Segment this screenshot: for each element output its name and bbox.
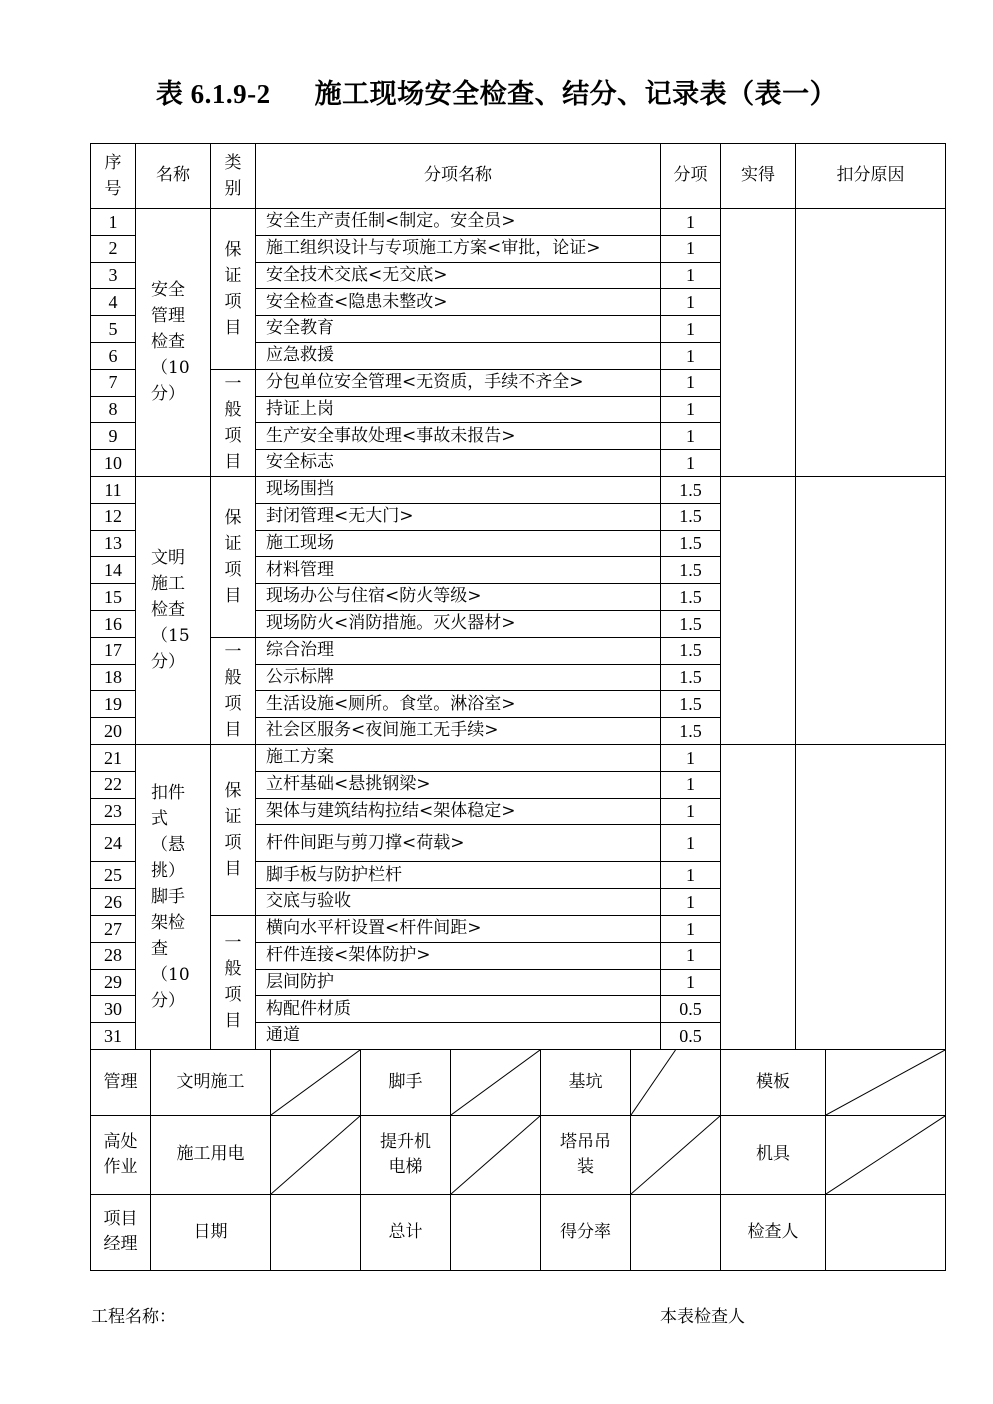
row-number: 23 — [91, 798, 136, 825]
row-number: 1 — [91, 209, 136, 236]
row-number: 17 — [91, 637, 136, 664]
row-number: 20 — [91, 718, 136, 745]
item-score: 1 — [661, 423, 721, 450]
diagonal-slash-icon — [271, 1050, 360, 1115]
diagonal-slash-icon — [271, 1116, 360, 1194]
summary-label: 总计 — [361, 1194, 451, 1270]
item-score: 1.5 — [661, 503, 721, 530]
item-name: 施工现场 — [256, 530, 661, 557]
table-row — [91, 209, 946, 236]
item-name: 综合治理 — [256, 637, 661, 664]
summary-score-cell[interactable] — [826, 1049, 946, 1115]
summary-label: 项目经理 — [91, 1194, 151, 1270]
row-number: 26 — [91, 889, 136, 916]
row-number: 25 — [91, 862, 136, 889]
item-score: 1.5 — [661, 637, 721, 664]
item-name: 施工组织设计与专项施工方案<审批，论证> — [256, 235, 661, 262]
row-number: 15 — [91, 584, 136, 611]
actual-score-cell[interactable] — [721, 209, 796, 477]
item-name: 横向水平杆设置<杆件间距> — [256, 915, 661, 942]
item-name: 安全生产责任制<制定。安全员> — [256, 209, 661, 236]
item-score: 1.5 — [661, 557, 721, 584]
summary-score-cell[interactable] — [631, 1115, 721, 1194]
table-title: 施工现场安全检查、结分、记录表（表一） — [314, 79, 838, 110]
item-score: 0.5 — [661, 996, 721, 1023]
summary-score-cell[interactable] — [451, 1049, 541, 1115]
row-number: 8 — [91, 396, 136, 423]
item-score: 1.5 — [661, 691, 721, 718]
table-row — [91, 744, 946, 771]
item-name: 安全标志 — [256, 450, 661, 477]
category-label: 一般项目 — [211, 915, 256, 1049]
item-name: 公示标牌 — [256, 664, 661, 691]
summary-label: 得分率 — [541, 1194, 631, 1270]
row-number: 31 — [91, 1023, 136, 1050]
header-seq: 序号 — [91, 144, 136, 209]
summary-label: 塔吊吊装 — [541, 1115, 631, 1194]
actual-score-cell[interactable] — [721, 476, 796, 744]
summary-label: 高处作业 — [91, 1115, 151, 1194]
row-number: 9 — [91, 423, 136, 450]
inspection-table — [90, 143, 946, 1050]
deduction-reason-cell[interactable] — [796, 476, 946, 744]
row-number: 19 — [91, 691, 136, 718]
header-row — [91, 144, 946, 209]
summary-label: 基坑 — [541, 1049, 631, 1115]
item-score: 1 — [661, 889, 721, 916]
header-category: 类别 — [211, 144, 256, 209]
item-name: 架体与建筑结构拉结<架体稳定> — [256, 798, 661, 825]
section-name: 安全管理检查（10分） — [136, 209, 211, 477]
item-score: 1 — [661, 969, 721, 996]
summary-value-cell[interactable] — [631, 1194, 721, 1270]
summary-label: 机具 — [721, 1115, 826, 1194]
item-score: 1 — [661, 798, 721, 825]
item-name: 社会区服务<夜间施工无手续> — [256, 718, 661, 745]
item-score: 1 — [661, 450, 721, 477]
item-name: 杆件间距与剪刀撑<荷载> — [256, 825, 661, 862]
summary-value-cell[interactable] — [271, 1194, 361, 1270]
item-name: 安全教育 — [256, 316, 661, 343]
item-name: 分包单位安全管理<无资质，手续不齐全> — [256, 369, 661, 396]
diagonal-slash-icon — [826, 1116, 945, 1194]
row-number: 29 — [91, 969, 136, 996]
item-score: 1.5 — [661, 584, 721, 611]
item-score: 1.5 — [661, 664, 721, 691]
category-label: 保证项目 — [211, 476, 256, 637]
summary-score-cell[interactable] — [631, 1049, 721, 1115]
header-actual: 实得 — [721, 144, 796, 209]
summary-label: 日期 — [151, 1194, 271, 1270]
row-number: 28 — [91, 942, 136, 969]
row-number: 16 — [91, 610, 136, 637]
item-name: 施工方案 — [256, 744, 661, 771]
inspection-sheet — [90, 143, 945, 1271]
diagonal-slash-icon — [451, 1116, 540, 1194]
item-score: 1 — [661, 316, 721, 343]
item-score: 1 — [661, 289, 721, 316]
item-name: 现场围挡 — [256, 476, 661, 503]
summary-row — [91, 1115, 946, 1194]
summary-label: 模板 — [721, 1049, 826, 1115]
diagonal-slash-icon — [826, 1050, 945, 1115]
summary-value-cell[interactable] — [826, 1194, 946, 1270]
item-name: 交底与验收 — [256, 889, 661, 916]
summary-score-cell[interactable] — [271, 1115, 361, 1194]
summary-label: 施工用电 — [151, 1115, 271, 1194]
item-name: 封闭管理<无大门> — [256, 503, 661, 530]
diagonal-slash-icon — [631, 1050, 720, 1115]
diagonal-slash-icon — [631, 1116, 720, 1194]
item-name: 安全技术交底<无交底> — [256, 262, 661, 289]
table-row — [91, 476, 946, 503]
category-label: 保证项目 — [211, 209, 256, 370]
section-name: 文明施工检查（15分） — [136, 476, 211, 744]
row-number: 13 — [91, 530, 136, 557]
project-name-label: 工程名称： — [91, 1307, 176, 1327]
category-label: 一般项目 — [211, 369, 256, 476]
item-score: 1 — [661, 825, 721, 862]
summary-score-cell[interactable] — [451, 1115, 541, 1194]
item-name: 脚手板与防护栏杆 — [256, 862, 661, 889]
item-score: 1 — [661, 862, 721, 889]
row-number: 22 — [91, 771, 136, 798]
row-number: 24 — [91, 825, 136, 862]
item-score: 1 — [661, 396, 721, 423]
item-score: 1 — [661, 369, 721, 396]
summary-label: 脚手 — [361, 1049, 451, 1115]
item-name: 通道 — [256, 1023, 661, 1050]
header-name: 名称 — [136, 144, 211, 209]
row-number: 11 — [91, 476, 136, 503]
item-name: 立杆基础<悬挑钢梁> — [256, 771, 661, 798]
item-score: 1 — [661, 342, 721, 369]
row-number: 10 — [91, 450, 136, 477]
item-score: 1 — [661, 942, 721, 969]
row-number: 3 — [91, 262, 136, 289]
summary-score-cell[interactable] — [826, 1115, 946, 1194]
category-label: 保证项目 — [211, 744, 256, 915]
item-name: 构配件材质 — [256, 996, 661, 1023]
item-score: 1 — [661, 771, 721, 798]
summary-label: 文明施工 — [151, 1049, 271, 1115]
item-score: 1 — [661, 744, 721, 771]
item-score: 1.5 — [661, 530, 721, 557]
section-name: 扣件式（悬挑）脚手架检查（10分） — [136, 744, 211, 1049]
row-number: 5 — [91, 316, 136, 343]
summary-row — [91, 1049, 946, 1115]
row-number: 27 — [91, 915, 136, 942]
summary-label: 检查人 — [721, 1194, 826, 1270]
row-number: 18 — [91, 664, 136, 691]
category-label: 一般项目 — [211, 637, 256, 744]
item-name: 杆件连接<架体防护> — [256, 942, 661, 969]
item-name: 生产安全事故处理<事故未报告> — [256, 423, 661, 450]
header-item-score: 分项 — [661, 144, 721, 209]
summary-label: 提升机电梯 — [361, 1115, 451, 1194]
summary-label: 管理 — [91, 1049, 151, 1115]
table-code: 表 6.1.9-2 — [155, 79, 271, 109]
item-score: 0.5 — [661, 1023, 721, 1050]
row-number: 2 — [91, 235, 136, 262]
item-name: 现场防火<消防措施。灭火器材> — [256, 610, 661, 637]
sheet-inspector-label: 本表检查人 — [660, 1307, 745, 1327]
header-reason: 扣分原因 — [796, 144, 946, 209]
item-score: 1.5 — [661, 610, 721, 637]
item-score: 1 — [661, 915, 721, 942]
deduction-reason-cell[interactable] — [796, 209, 946, 477]
deduction-reason-cell[interactable] — [796, 744, 946, 1049]
item-score: 1 — [661, 209, 721, 236]
row-number: 12 — [91, 503, 136, 530]
summary-score-cell[interactable] — [271, 1049, 361, 1115]
item-score: 1.5 — [661, 718, 721, 745]
row-number: 7 — [91, 369, 136, 396]
item-name: 层间防护 — [256, 969, 661, 996]
item-name: 材料管理 — [256, 557, 661, 584]
row-number: 14 — [91, 557, 136, 584]
diagonal-slash-icon — [451, 1050, 540, 1115]
item-score: 1 — [661, 235, 721, 262]
summary-table — [90, 1049, 946, 1271]
row-number: 21 — [91, 744, 136, 771]
summary-row — [91, 1194, 946, 1270]
header-item-name: 分项名称 — [256, 144, 661, 209]
item-name: 生活设施<厕所。食堂。淋浴室> — [256, 691, 661, 718]
row-number: 6 — [91, 342, 136, 369]
summary-value-cell[interactable] — [451, 1194, 541, 1270]
row-number: 30 — [91, 996, 136, 1023]
row-number: 4 — [91, 289, 136, 316]
item-name: 安全检查<隐患未整改> — [256, 289, 661, 316]
item-name: 持证上岗 — [256, 396, 661, 423]
item-name: 现场办公与住宿<防火等级> — [256, 584, 661, 611]
item-score: 1 — [661, 262, 721, 289]
item-name: 应急救援 — [256, 342, 661, 369]
item-score: 1.5 — [661, 476, 721, 503]
actual-score-cell[interactable] — [721, 744, 796, 1049]
page-title — [0, 72, 993, 111]
